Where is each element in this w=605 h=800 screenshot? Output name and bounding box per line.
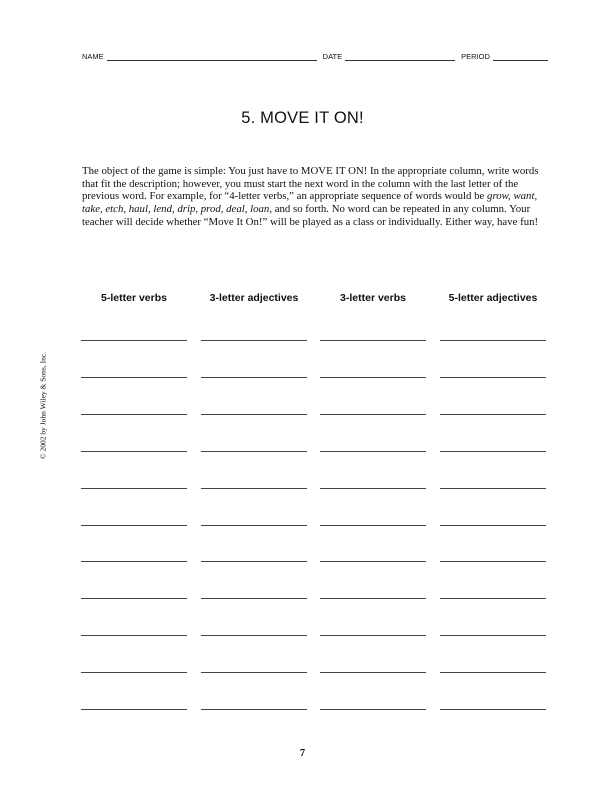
column-header: 3-letter verbs <box>340 292 406 304</box>
answer-blank-line[interactable] <box>81 525 187 526</box>
answer-blank-line[interactable] <box>320 451 426 452</box>
answer-blank-line[interactable] <box>201 709 307 710</box>
copyright-notice: © 2002 by John Wiley & Sons, Inc. <box>38 351 48 460</box>
instructions-paragraph <box>82 165 548 229</box>
answer-blank-line[interactable] <box>320 561 426 562</box>
column-3-letter-adjectives <box>199 292 309 306</box>
answer-blank-line[interactable] <box>320 635 426 636</box>
name-date-period-header <box>82 52 548 61</box>
answer-blank-line[interactable] <box>440 561 546 562</box>
answer-blank-line[interactable] <box>201 488 307 489</box>
period-field[interactable] <box>493 52 548 61</box>
answer-blank-line[interactable] <box>201 672 307 673</box>
answer-blank-line[interactable] <box>440 488 546 489</box>
column-5-letter-verbs <box>79 292 189 306</box>
answer-blank-line[interactable] <box>320 672 426 673</box>
answer-blank-line[interactable] <box>201 340 307 341</box>
answer-blank-line[interactable] <box>81 672 187 673</box>
answer-blank-line[interactable] <box>81 709 187 710</box>
date-label: DATE <box>322 52 343 61</box>
answer-blank-line[interactable] <box>440 340 546 341</box>
answer-blank-line[interactable] <box>81 598 187 599</box>
period-label: PERIOD <box>461 52 490 61</box>
answer-blank-line[interactable] <box>440 635 546 636</box>
column-5-letter-adjectives <box>438 292 548 306</box>
answer-blank-line[interactable] <box>201 635 307 636</box>
answer-blank-line[interactable] <box>81 377 187 378</box>
column-header: 3-letter adjectives <box>209 292 299 304</box>
name-field[interactable] <box>107 52 317 61</box>
answer-blank-line[interactable] <box>440 598 546 599</box>
page-title: 5. MOVE IT ON! <box>241 109 364 127</box>
answer-columns <box>79 292 549 712</box>
answer-blank-line[interactable] <box>201 525 307 526</box>
answer-blank-line[interactable] <box>320 709 426 710</box>
answer-blank-line[interactable] <box>320 414 426 415</box>
answer-blank-line[interactable] <box>320 525 426 526</box>
instructions-example-words: grow, want, take, etch, haul, lend, drip, prod, deal, loan, <box>82 190 538 216</box>
answer-blank-line[interactable] <box>201 598 307 599</box>
answer-blank-line[interactable] <box>440 525 546 526</box>
answer-blank-line[interactable] <box>320 598 426 599</box>
page-number: 7 <box>299 748 306 759</box>
answer-blank-line[interactable] <box>81 451 187 452</box>
answer-blank-line[interactable] <box>440 414 546 415</box>
answer-blank-line[interactable] <box>201 451 307 452</box>
column-header: 5-letter adjectives <box>448 292 538 304</box>
instructions-text-part1: The object of the game is simple: You just have to MOVE IT ON! In the appropriate column, write words that fit the description; however, you must start the next word in the column with the last letter of the previous word. For example, for “4-letter verbs,” an appropriate sequence of words would be <box>82 165 539 203</box>
answer-blank-line[interactable] <box>320 340 426 341</box>
instructions-text-part2: and so forth. No word can be repeated in any column. Your teacher will decide whether “Move It On!” will be played as a class or individually. Either way, have fun! <box>82 203 539 228</box>
answer-blank-line[interactable] <box>81 414 187 415</box>
answer-blank-line[interactable] <box>81 488 187 489</box>
column-3-letter-verbs <box>318 292 428 306</box>
answer-blank-line[interactable] <box>440 377 546 378</box>
answer-blank-line[interactable] <box>201 414 307 415</box>
answer-blank-line[interactable] <box>440 672 546 673</box>
column-header: 5-letter verbs <box>101 292 167 304</box>
name-label: NAME <box>82 52 104 61</box>
date-field[interactable] <box>345 52 455 61</box>
answer-blank-line[interactable] <box>440 451 546 452</box>
answer-blank-line[interactable] <box>201 561 307 562</box>
answer-blank-line[interactable] <box>440 709 546 710</box>
answer-blank-line[interactable] <box>320 488 426 489</box>
answer-blank-line[interactable] <box>320 377 426 378</box>
answer-blank-line[interactable] <box>81 635 187 636</box>
answer-blank-line[interactable] <box>81 561 187 562</box>
answer-blank-line[interactable] <box>81 340 187 341</box>
answer-blank-line[interactable] <box>201 377 307 378</box>
